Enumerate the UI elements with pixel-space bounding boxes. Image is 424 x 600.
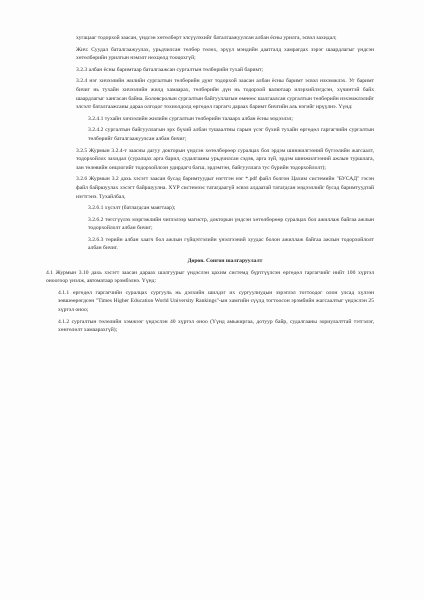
- paragraph-3-2-6: 3.2.6 Журмын 3.2 дахь хэсэгт заасан бусад баримтуудыг нэгтгэн нэг *.pdf файл болгон Цахим системийн "БУСАД" гэсэн файл байршуулах хэсэгт байршуулна. ХҮР системээс татагдаагүй эсвэл алдаатай татагдсан мэдээллийг бусад баримтуудтай нэгтгэнэ. Тухайлбал,: [76, 176, 374, 200]
- paragraph-3-2-4-2: 3.2.4.2 сургалтын байгууллагын эрх бүхий албан тушаалтны гарын үсэг бүхий тухайн өргөдөл гаргагчийн сургалтын төлбөрийг баталгаажуулсан албан бичиг;: [88, 127, 374, 142]
- paragraph-3-2-6-1: 3.2.6.1 хүсэлт (батлагдсан маягтаар);: [88, 205, 176, 212]
- document-body: [46, 34, 374, 335]
- paragraph-3-2-6-3: 3.2.6.3 төрийн албан хаагч бол ажлын гүйцэтгэлийн үнэлгээний хуудас болон ажиллаж байгаа ажлын тодорхойлолт албан бичиг.: [88, 236, 374, 252]
- paragraph-3-2-4-1: 3.2.4.1 тухайн хичээлийн жилийн сургалтын төлбөрийн талаарх албан ёсны мэдээлэл;: [88, 115, 293, 122]
- paragraph-4-1: 4.1 Журмын 3.10 дахь хэсэгт заасан дараах шалгуурыг үндэслэн цахим системд бүртгүүлсэн өргөдөл гаргагчийг нийт 100 хүртэл оноогоор үнэлж, автоматаар эрэмбэлнэ. Үүнд:: [46, 269, 374, 285]
- paragraph-note: Жич: Суудал баталгаажуулах, урьдчилсан төлбөр төлөх, эрүүл мэндийн даатгалд хамрагдах зэрэг шаардлагыг үндсэн хөтөлбөрийн урилгын нэмэлт нөхцөлд тооцохгүй;: [76, 46, 374, 62]
- section-heading: Дөрөв. Сонгон шалгаруулалт: [187, 258, 263, 265]
- paragraph-3-2-4: 3.2.4 нэг хичээлийн жилийн сургалтын төлбөрийн дүнг тодорхой заасан албан ёсны баримт эсвэл нэхэмжлэх. Уг баримт бичиг нь тухайн хичээлийн жилд хамаарах, төлбөрийн дүн нь тодорхой валютаар илэрхийлэгдсэн, хүчинтэй байх шаардлагыг хангасан байна. Боловсролын сургалтын байгууллагын өмнөөс шалгаалсан сургалтын төлбөрийн нэхэмжлэлийг элсэлт баталгаажсаны дараа олгодог тохиолдолд өргөдөл гаргагч дараах баримт бичгийн аль нэгийг ирүүлнэ. Үүнд:: [76, 78, 374, 111]
- paragraph-3-2-3: 3.2.3 албан ёсны баримтаар баталгаажсан сургалтын төлбөрийн тухай баримт;: [76, 66, 264, 73]
- paragraph-4-1-1: 4.1.1 өргөдөл гаргагчийн суралцах сургууль нь дэлхийн шилдэг их сургуулиудын зэрэглэл тогтоодог олон улсад хүлээн зөвшөөрөгдсөн "Times Higher Education World University Rankings"-ын хамгийн сүүлд тогтоосон эрэмбийн жагсаалтыг үндэслэн 25 хүртэл оноо;: [58, 289, 374, 314]
- paragraph-3-2-6-2: 3.2.6.2 төгсгүүлэх мэргэжлийн чиглэлээр магистр, докторын үндсэн хөтөлбөрөөр суралцах бол ажиллаж байгаа ажлын тодорхойлолт албан бичиг;: [88, 216, 374, 232]
- paragraph-4-1-2: 4.1.2 сургалтын төлөлийн хэмжээг үндэслэн 40 хүртэл оноо (Үүнд амьжиргаа, дотуур байр, судалгааны зориулалттай тэтгэлэг, хөнгөлөлт хамаарахгүй);: [58, 318, 374, 334]
- paragraph-invitation: хугацааг тодорхой заасан, үндсэн хөтөлбөрт элсүүлэхийг баталгаажуулсан албан ёсны урилга, эсвэл захидал;: [76, 35, 337, 41]
- paragraph-3-2-5: 3.2.5 Журмын 3.2.4-т заасны дагуу докторын үндсэн хөтөлбөрөөр суралцах бол эрдэм шинжилгээний бүтээлийн жагсаалт, тодорхойлох захидал (суралцах арга барил, судалгааны урьдчилсан сэдэв, арга зүй, эрдэм шинжилгээний ажлын туршлага, зан төлөвийн онцлогийг тодорхойлсон удирдагч багш, эрдэмтэн, байгууллага тус бүрийн тодорхойлолт);: [76, 147, 374, 171]
